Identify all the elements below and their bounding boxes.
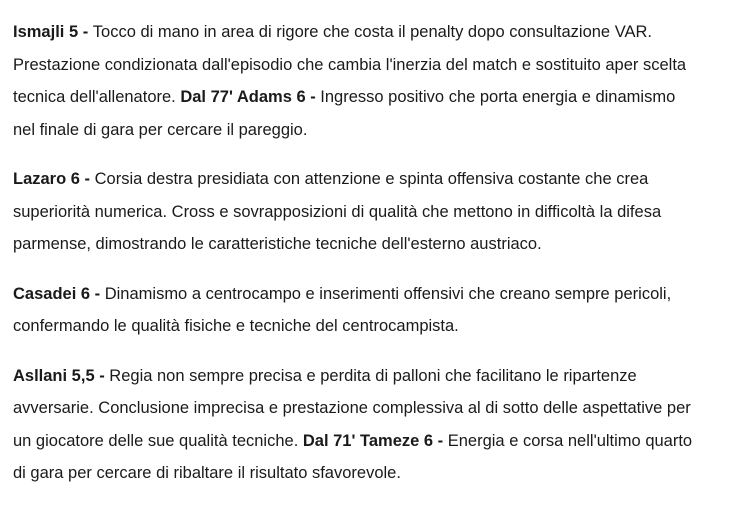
- player-rating-lazaro: [13, 163, 748, 261]
- player-rating-ismajli: [13, 16, 748, 146]
- text-line: [13, 310, 748, 343]
- rating-text: avversarie. Conclusione imprecisa e prestazione complessiva al di sotto delle aspettative per: [13, 399, 691, 417]
- substitute-name-rating: Dal 77' Adams 6 -: [180, 88, 321, 106]
- player-name-rating: Casadei 6 -: [13, 284, 105, 303]
- rating-text: nel finale di gara per cercare il pareggio.: [13, 120, 308, 139]
- player-name-rating: Asllani 5,5 -: [13, 366, 110, 385]
- text-line: [13, 360, 748, 393]
- rating-text: Corsia destra presidiata con attenzione e spinta offensiva costante che crea: [94, 170, 649, 188]
- substitute-name-rating: Dal 71' Tameze 6 -: [302, 431, 448, 450]
- player-rating-casadei: [13, 278, 748, 343]
- rating-text: confermando le qualità fisiche e tecniche del centrocampista.: [13, 317, 459, 335]
- rating-text: tecnica dell'allenatore.: [13, 88, 181, 106]
- text-line: [13, 228, 748, 261]
- rating-text: superiorità numerica. Cross e sovrapposizioni di qualità che mettono in difficoltà la difesa: [13, 202, 662, 221]
- article-body: [13, 16, 748, 507]
- rating-text: un giocatore delle sue qualità tecniche.: [13, 431, 303, 450]
- rating-text: Tocco di mano in area di rigore che costa il penalty dopo consultazione VAR.: [92, 23, 652, 41]
- rating-text: parmense, dimostrando le caratteristiche tecniche dell'esterno austriaco.: [13, 235, 542, 253]
- text-line: [13, 81, 748, 114]
- text-line: [13, 49, 748, 82]
- player-name-rating: Ismajli 5 -: [13, 23, 93, 41]
- text-line: [13, 163, 748, 196]
- text-line: [13, 425, 748, 458]
- rating-text: di gara per cercare di ribaltare il risultato sfavorevole.: [13, 464, 401, 482]
- text-line: [13, 16, 748, 49]
- rating-text: Dinamismo a centrocampo e inserimenti offensivi che creano sempre pericoli,: [104, 284, 672, 303]
- text-line: [13, 278, 748, 311]
- rating-text: Regia non sempre precisa e perdita di palloni che facilitano le ripartenze: [109, 366, 637, 385]
- player-name-rating: Lazaro 6 -: [13, 170, 95, 188]
- text-line: [13, 457, 748, 490]
- player-rating-asllani: [13, 360, 748, 490]
- text-line: [13, 392, 748, 425]
- text-line: [13, 114, 748, 147]
- rating-text: Prestazione condizionata dall'episodio che cambia l'inerzia del match e sostituito aper scelta: [13, 55, 687, 74]
- text-line: [13, 196, 748, 229]
- rating-text: Ingresso positivo che porta energia e dinamismo: [320, 88, 676, 106]
- rating-text: Energia e corsa nell'ultimo quarto: [447, 431, 693, 450]
